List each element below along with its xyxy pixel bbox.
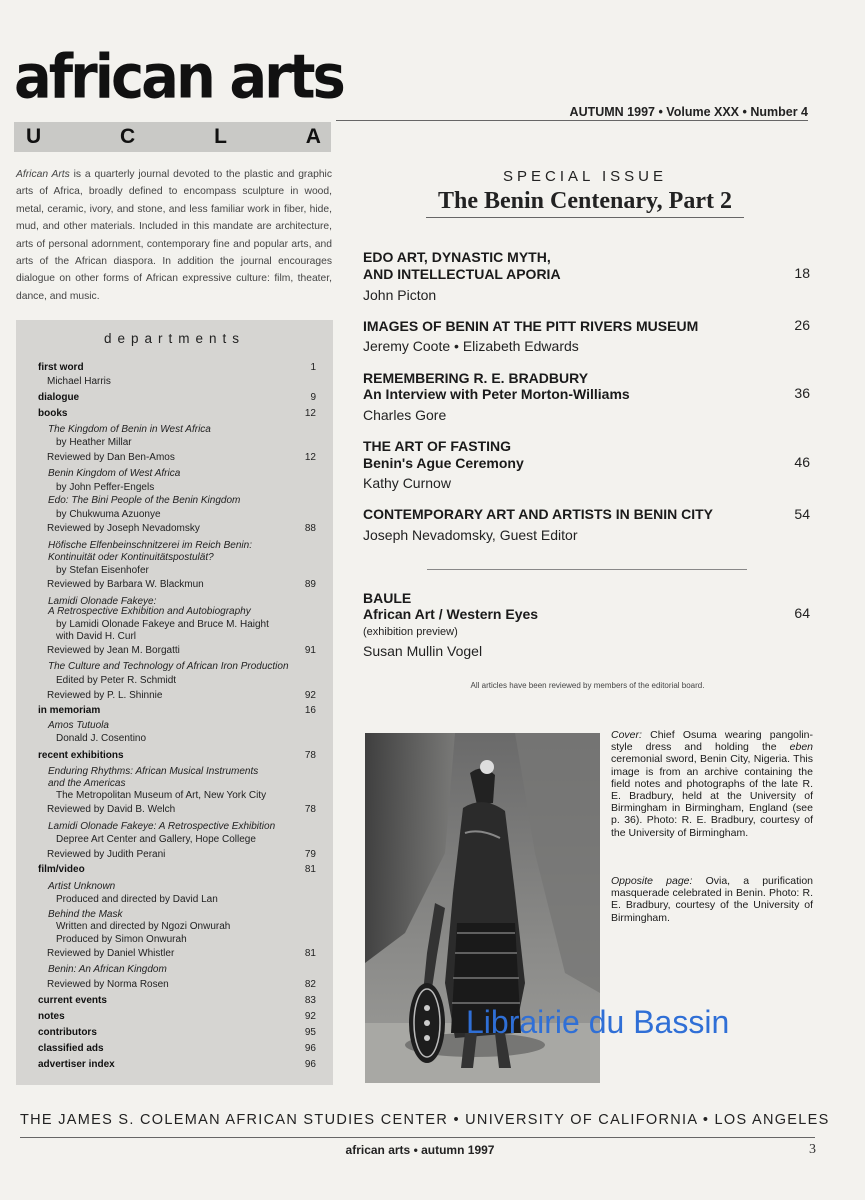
footer-institution: THE JAMES S. COLEMAN AFRICAN STUDIES CENTER • UNIVERSITY OF CALIFORNIA • LOS ANGELES <box>20 1112 830 1128</box>
baule-page: 64 <box>794 605 810 621</box>
department-entry: Behind the Mask <box>48 909 123 920</box>
department-entry: Depree Art Center and Gallery, Hope College <box>56 834 256 845</box>
department-page: 89 <box>304 579 316 590</box>
department-entry: Benin: An African Kingdom <box>48 964 167 975</box>
baule-rule <box>427 569 747 570</box>
department-heading: in memoriam <box>38 705 101 716</box>
ucla-bar <box>14 122 331 152</box>
department-entry: Reviewed by P. L. Shinnie <box>47 690 163 701</box>
magazine-logo: african arts <box>14 42 343 113</box>
article-title: THE ART OF FASTING <box>363 438 512 454</box>
department-entry: Artist Unknown <box>48 881 116 892</box>
cover-caption-text: Chief Osuma wearing pangolin-style dress and holding the <box>611 729 813 754</box>
department-entry: Reviewed by David B. Welch <box>47 804 176 815</box>
department-entry: Produced and directed by David Lan <box>56 894 218 905</box>
baule-note: (exhibition preview) <box>363 626 458 638</box>
department-heading: notes <box>38 1011 65 1022</box>
department-entry: A Retrospective Exhibition and Autobiography <box>48 606 251 617</box>
department-page: 79 <box>304 849 316 860</box>
article-page: 54 <box>794 506 810 522</box>
department-entry: Lamidi Olonade Fakeye: <box>48 596 157 607</box>
department-page: 81 <box>304 948 316 959</box>
department-entry: The Kingdom of Benin in West Africa <box>48 424 211 435</box>
baule-subtitle: African Art / Western Eyes <box>363 606 539 622</box>
opposite-caption-label: Opposite page: <box>611 875 693 887</box>
department-page: 9 <box>310 392 316 403</box>
department-page: 92 <box>304 690 316 701</box>
department-heading: current events <box>38 995 107 1006</box>
department-page: 91 <box>304 645 316 656</box>
department-heading: classified ads <box>38 1043 104 1054</box>
watermark: Librairie du Bassin <box>466 1004 730 1040</box>
department-page: 12 <box>304 408 316 419</box>
department-entry: and the Americas <box>48 778 126 789</box>
baule-author: Susan Mullin Vogel <box>363 643 483 659</box>
department-entry: Reviewed by Barbara W. Blackmun <box>47 579 204 590</box>
department-heading: recent exhibitions <box>38 750 124 761</box>
department-entry: by John Peffer-Engels <box>56 482 155 493</box>
title-rule <box>426 217 744 218</box>
department-entry: Donald J. Cosentino <box>56 733 147 744</box>
cover-caption <box>611 729 813 839</box>
department-entry: Reviewed by Norma Rosen <box>47 979 169 990</box>
article-page: 46 <box>794 454 810 470</box>
department-page: 16 <box>304 705 316 716</box>
department-entry: by Chukwuma Azuonye <box>56 509 161 520</box>
department-entry: Kontinuität oder Kontinuitätspostulät? <box>48 552 214 563</box>
department-entry: Produced by Simon Onwurah <box>56 934 187 945</box>
department-entry: Höfische Elfenbeinschnitzerei im Reich Benin: <box>48 540 252 551</box>
department-heading: film/video <box>38 864 85 875</box>
special-issue-label: SPECIAL ISSUE <box>503 168 667 185</box>
issue-title: The Benin Centenary, Part 2 <box>438 188 732 214</box>
article-title: Benin's Ague Ceremony <box>363 455 524 471</box>
department-entry: Reviewed by Jean M. Borgatti <box>47 645 180 656</box>
footer-magazine: african arts • autumn 1997 <box>345 1143 495 1157</box>
article-title: AND INTELLECTUAL APORIA <box>363 266 561 282</box>
department-heading: first word <box>38 362 84 373</box>
article-title: IMAGES OF BENIN AT THE PITT RIVERS MUSEUM <box>363 318 699 334</box>
department-page: 78 <box>304 804 316 815</box>
intro-text: is a quarterly journal devoted to the plastic and graphic arts of Africa, broadly defined to encompass sculpture in wood, metal, ceramic, ivory, and stone, and less familiar work in fiber, hide, mud, and other materials. Included in this mandate are architecture, arts of personal adornment, contemporary fine and popular arts, and arts of the African diaspora. In addition the journal encourages dialogue on other forms of African expressive culture: film, theater, dance, and music. <box>16 169 332 302</box>
department-page: 81 <box>304 864 316 875</box>
department-heading: advertiser index <box>38 1059 115 1070</box>
department-entry: Reviewed by Judith Perani <box>47 849 166 860</box>
department-page: 78 <box>304 750 316 761</box>
department-page: 82 <box>304 979 316 990</box>
department-page: 12 <box>304 452 316 463</box>
article-author: Kathy Curnow <box>363 475 451 491</box>
department-page: 83 <box>304 995 316 1006</box>
article-page: 36 <box>794 385 810 401</box>
article-title: An Interview with Peter Morton-Williams <box>363 386 630 402</box>
article-title: REMEMBERING R. E. BRADBURY <box>363 370 589 386</box>
footer-rule <box>20 1137 815 1138</box>
masthead-rule <box>336 120 808 121</box>
department-page: 1 <box>310 362 316 373</box>
article-author: Joseph Nevadomsky, Guest Editor <box>363 527 578 543</box>
page-number: 3 <box>809 1142 816 1157</box>
department-entry: Amos Tutuola <box>48 720 109 731</box>
department-entry: Enduring Rhythms: African Musical Instruments <box>48 766 259 777</box>
ucla-letter: C <box>120 125 136 148</box>
ucla-letter: A <box>305 125 321 148</box>
department-entry: Reviewed by Dan Ben-Amos <box>47 452 175 463</box>
article-author: Charles Gore <box>363 407 447 423</box>
department-page: 88 <box>304 523 316 534</box>
departments-title: departments <box>103 331 246 346</box>
department-entry: Edited by Peter R. Schmidt <box>56 675 177 686</box>
article-author: Jeremy Coote • Elizabeth Edwards <box>363 338 579 354</box>
article-page: 26 <box>794 317 810 333</box>
department-entry: Reviewed by Daniel Whistler <box>47 948 175 959</box>
department-entry: Written and directed by Ngozi Onwurah <box>56 921 231 932</box>
department-entry: by Heather Millar <box>56 437 132 448</box>
department-entry: Edo: The Bini People of the Benin Kingdom <box>48 495 241 506</box>
department-page: 92 <box>304 1011 316 1022</box>
issue-line: AUTUMN 1997 • Volume XXX • Number 4 <box>569 105 808 119</box>
article-page: 18 <box>794 265 810 281</box>
article-author: John Picton <box>363 287 437 303</box>
department-entry: with David H. Curl <box>56 631 137 642</box>
department-entry: Benin Kingdom of West Africa <box>48 468 181 479</box>
ucla-letter: U <box>26 125 42 148</box>
cover-caption-label: Cover: <box>611 729 642 741</box>
department-heading: books <box>38 408 68 419</box>
cover-caption-eben: eben <box>789 741 813 754</box>
cover-caption-text-2: ceremonial sword, Benin City, Nigeria. This image is from an archive containing the field notes and photographs of the late R. E. Bradbury, held at the University of Birmingham in Birmingham, England (see p. 36). Photo: R. E. Bradbury, courtesy of the University of Birmingham. <box>611 753 813 839</box>
baule-title: BAULE <box>363 590 412 606</box>
article-title: CONTEMPORARY ART AND ARTISTS IN BENIN CITY <box>363 506 714 522</box>
department-entry: Reviewed by Joseph Nevadomsky <box>47 523 200 534</box>
department-entry: The Culture and Technology of African Iron Production <box>48 661 289 672</box>
intro-paragraph <box>16 166 332 305</box>
department-entry: by Lamidi Olonade Fakeye and Bruce M. Haight <box>56 619 269 630</box>
opposite-caption <box>611 875 813 924</box>
article-title: EDO ART, DYNASTIC MYTH, <box>363 249 551 265</box>
department-entry: Michael Harris <box>47 376 111 387</box>
department-entry: by Stefan Eisenhofer <box>56 565 149 576</box>
department-heading: dialogue <box>38 392 80 403</box>
intro-journal-name: African Arts <box>16 169 70 180</box>
department-heading: contributors <box>38 1027 97 1038</box>
department-page: 95 <box>304 1027 316 1038</box>
ucla-letter: L <box>214 125 227 148</box>
department-page: 96 <box>304 1059 316 1070</box>
review-note: All articles have been reviewed by members of the editorial board. <box>470 681 705 690</box>
opposite-caption-text: Ovia, a purification masquerade celebrated in Benin. Photo: R. E. Bradbury, courtesy of the University of Birmingham. <box>611 875 813 924</box>
department-entry: Lamidi Olonade Fakeye: A Retrospective Exhibition <box>48 821 276 832</box>
department-page: 96 <box>304 1043 316 1054</box>
department-entry: The Metropolitan Museum of Art, New York City <box>56 790 267 801</box>
